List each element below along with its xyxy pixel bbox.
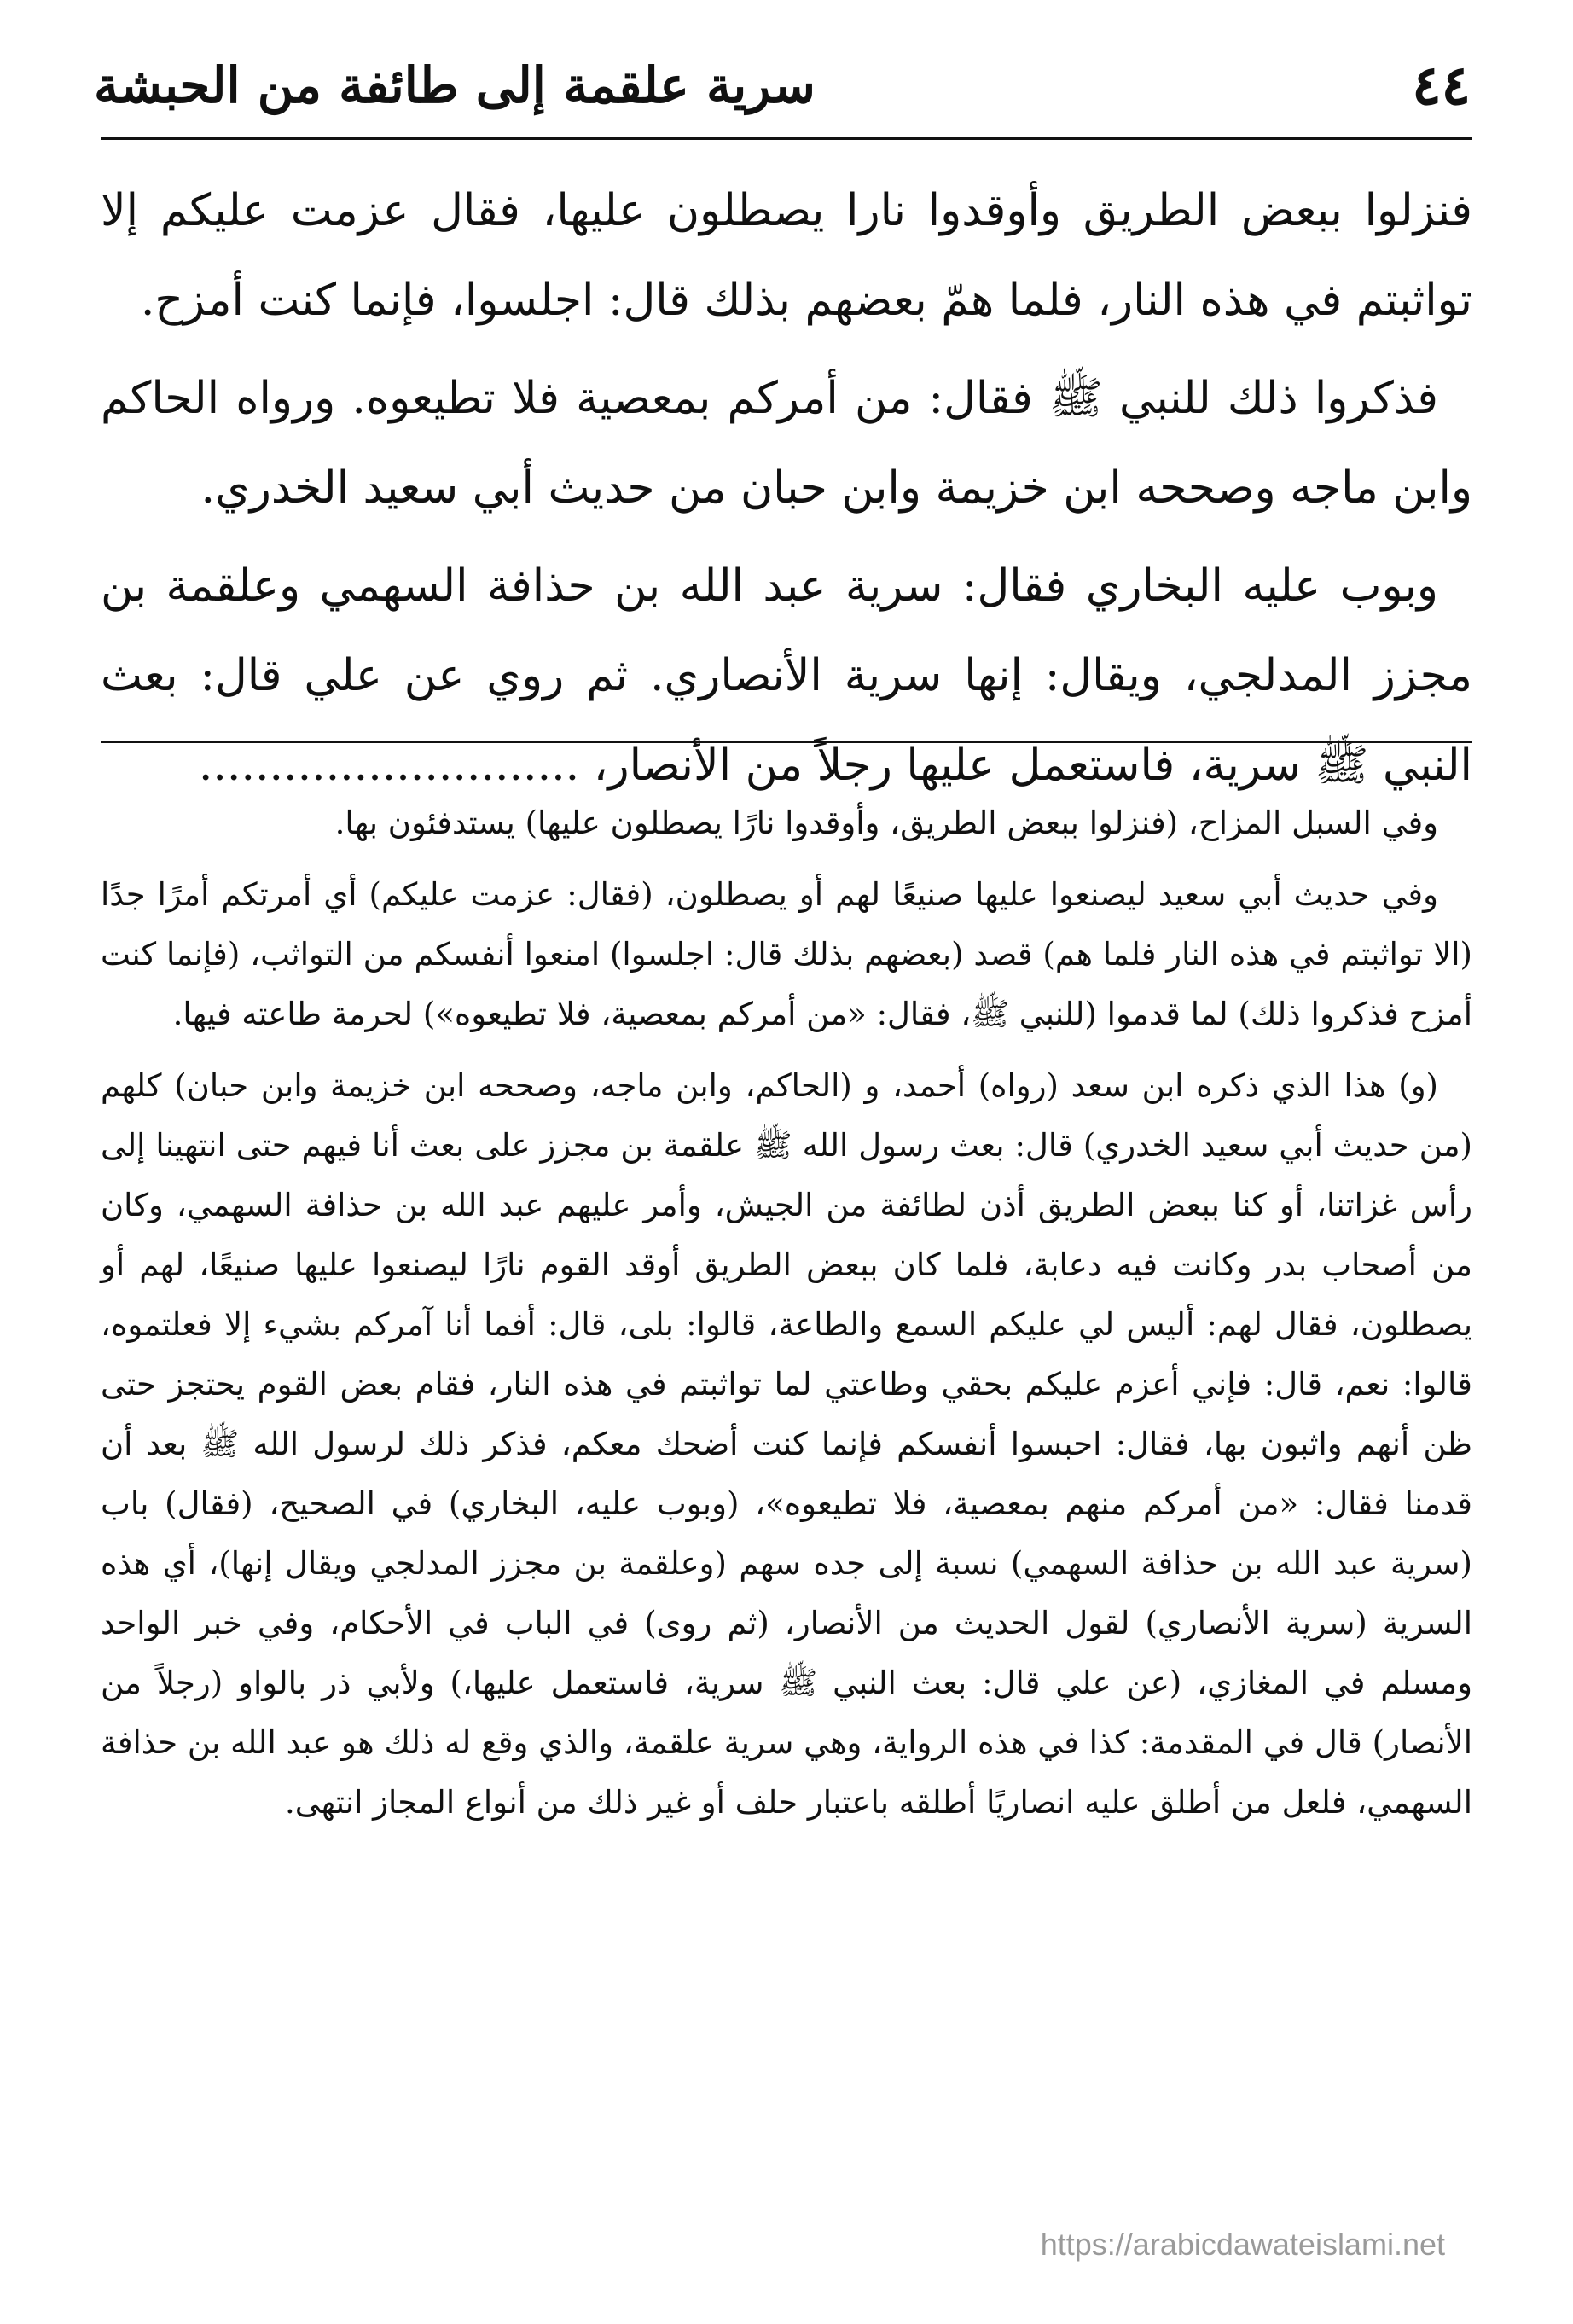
main-paragraph-text: وبوب عليه البخاري فقال: سرية عبد الله بن حذافة السهمي وعلقمة بن مجزز المدلجي، ويقال: إنها سرية الأنصاري. ثم روي عن علي قال: بعث النبي ﷺ سرية، فاستعمل عليها رجلاً من الأنصار، (101, 561, 1472, 791)
running-title: سرية علقمة إلى طائفة من الحبشة (94, 56, 816, 114)
page-header (94, 34, 1471, 137)
ellipsis-dots: ........................... (198, 740, 580, 791)
main-paragraph (101, 542, 1472, 810)
commentary-paragraph: (و) هذا الذي ذكره ابن سعد (رواه) أحمد، و (الحاكم، وابن ماجه، وصححه ابن خزيمة وابن حبان) كلهم (من حديث أبي سعيد الخدري) قال: بعث رسول الله ﷺ علقمة بن مجزز على بعث أنا فيهم حتى انتهينا إلى رأس غزاتنا، أو كنا ببعض الطريق أذن لطائفة من الجيش، وأمر عليهم عبد الله بن حذافة السهمي، وكان من أصحاب بدر وكانت فيه دعابة، فلما كان ببعض الطريق أوقد القوم نارًا ليصنعوا عليها صنيعًا، لهم أو يصطلون، فقال لهم: أليس لي عليكم السمع والطاعة، قالوا: بلى، قال: أفما أنا آمركم بشيء إلا فعلتموه، قالوا: نعم، قال: فإني أعزم عليكم بحقي وطاعتي لما تواثبتم في هذه النار، فقام بعض القوم يحتجز حتى ظن أنهم واثبون بها، فقال: احبسوا أنفسكم فإنما كنت أضحك معكم، فذكر ذلك لرسول الله ﷺ بعد أن قدمنا فقال: «من أمركم منهم بمعصية، فلا تطيعوه»، (وبوب عليه، البخاري) في الصحيح، (فقال) باب (سرية عبد الله بن حذافة السهمي) نسبة إلى جده سهم (وعلقمة بن مجزز المدلجي ويقال إنها)، أي هذه السرية (سرية الأنصاري) لقول الحديث من الأنصار، (ثم روى) في الباب في الأحكام، وفي خبر الواحد ومسلم في المغازي، (عن علي قال: بعث النبي ﷺ سرية، فاستعمل عليها،) ولأبي ذر بالواو (رجلاً من الأنصار) قال في المقدمة: كذا في هذه الرواية، وهي سرية علقمة، والذي وقع له ذلك هو عبد الله بن حذافة السهمي، فلعل من أطلق عليه انصاريًا أطلقه باعتبار حلف أو غير ذلك من أنواع المجاز انتهى. (101, 1067, 1472, 1821)
header-rule (101, 137, 1472, 140)
commentary-paragraph: وفي حديث أبي سعيد ليصنعوا عليها صنيعًا لهم أو يصطلون، (فقال: عزمت عليكم) أي أمرتكم أمرًا جدًا (الا تواثبتم في هذه النار فلما هم) قصد (بعضهم بذلك قال: اجلسوا) امنعوا أنفسكم من التواثب، (فإنما كنت أمزح فذكروا ذلك) لما قدموا (للنبي ﷺ، فقال: «من أمركم بمعصية، فلا تطيعوه») لحرمة طاعته فيها. (101, 876, 1472, 1032)
commentary-paragraph: وفي السبل المزاح، (فنزلوا ببعض الطريق، وأوقدوا نارًا يصطلون عليها) يستدفئون بها. (334, 805, 1438, 841)
page-number: ٤٤ (1412, 53, 1471, 118)
main-paragraph: فنزلوا ببعض الطريق وأوقدوا نارا يصطلون عليها، فقال عزمت عليكم إلا تواثبتم في هذه النار، فلما همّ بعضهم بذلك قال: اجلسوا، فإنما كنت أمزح. (101, 185, 1472, 326)
commentary-text (101, 793, 1472, 1845)
main-paragraph: فذكروا ذلك للنبي ﷺ فقال: من أمركم بمعصية فلا تطيعوه. ورواه الحاكم وابن ماجه وصححه ابن خزيمة وابن حبان من حديث أبي سعيد الخدري. (101, 373, 1472, 514)
watermark-url: https://arabicdawateislami.net (1040, 2227, 1445, 2262)
section-divider (101, 741, 1472, 743)
main-text (101, 166, 1472, 819)
